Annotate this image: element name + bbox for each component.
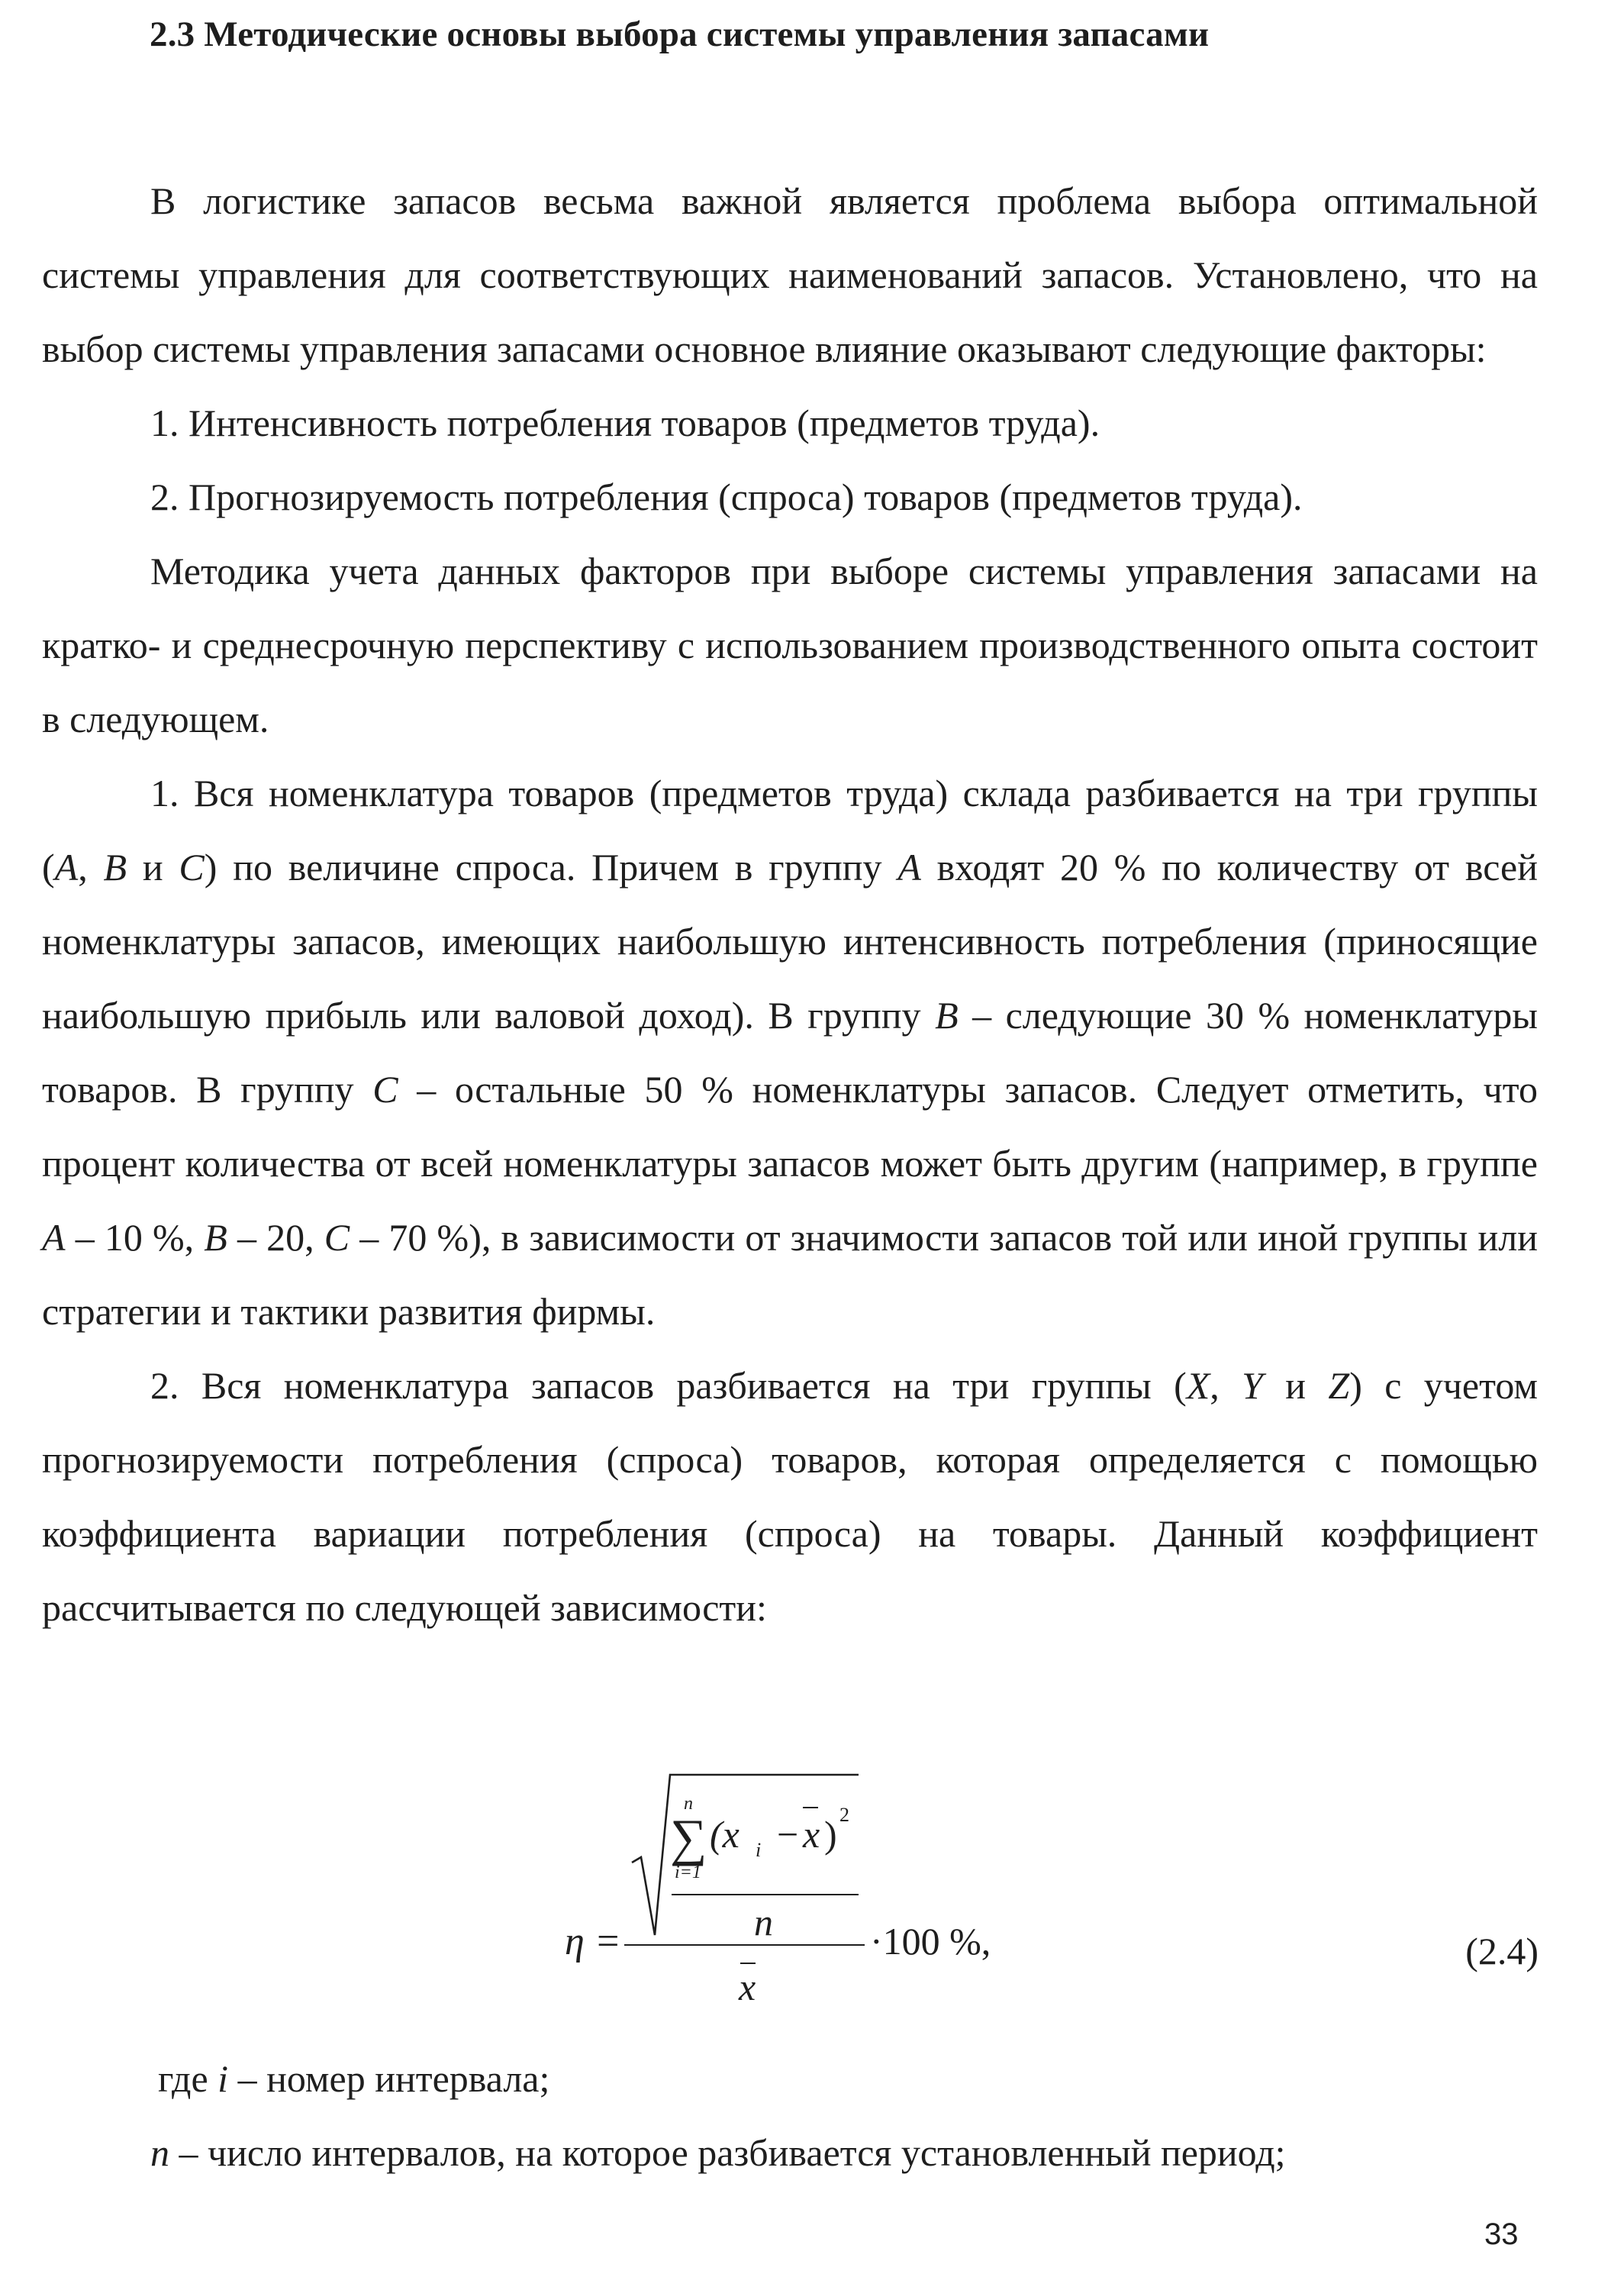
text-run: и bbox=[1262, 1364, 1329, 1407]
exponent-2: 2 bbox=[839, 1804, 849, 1826]
term-x: (x bbox=[710, 1813, 740, 1856]
text-run: – 20, bbox=[227, 1216, 324, 1259]
minus-sign: − bbox=[777, 1813, 799, 1856]
text-run: – следующие 30 % номенклатуры товаров. В группу bbox=[42, 994, 1538, 1111]
text-run: и bbox=[127, 846, 179, 889]
paragraph-abc-groups bbox=[42, 756, 1538, 1349]
var-a: A bbox=[897, 846, 921, 889]
definitions bbox=[42, 2042, 1538, 2190]
paragraph-intro: В логистике запасов весьма важной является проблема выбора оптимальной системы управления для соответствующих наименований запасов. Установлено, что на выбор системы управления запасами основное влияние оказывают следующие факторы: bbox=[42, 179, 1538, 370]
paragraph-xyz-groups bbox=[42, 1349, 1538, 1645]
xbar-symbol: x bbox=[803, 1813, 820, 1856]
var-y: Y bbox=[1242, 1364, 1263, 1407]
sigma-symbol: ∑ bbox=[670, 1808, 707, 1866]
definition-n bbox=[42, 2116, 1538, 2190]
text-run: ) по величине спроса. Причем в группу bbox=[204, 846, 898, 889]
var-a: A bbox=[54, 846, 79, 889]
definition-text: – число интервалов, на которое разбивается установленный период; bbox=[169, 2131, 1286, 2174]
text-run: – 10 %, bbox=[65, 1216, 205, 1259]
text-run: , bbox=[1210, 1364, 1242, 1407]
text-run: ) с учетом прогнозируемости потребления (спроса) товаров, которая определяется с помощью коэффициента вариации потребления (спроса) на товары. Данный коэффициент рассчитывается по следующей зависимости: bbox=[42, 1364, 1539, 1629]
text-run: 1. Вся номенклатура товаров (предметов труда) склада разбивается на три группы ( bbox=[42, 772, 1538, 889]
outer-denominator-xbar: x bbox=[739, 1966, 756, 2008]
text-run: входят 20 % по количеству от всей номенклатуры запасов, имеющих наибольшую интенсивность потребления (приносящие наибольшую прибыль или валовой доход). В группу bbox=[42, 846, 1538, 1037]
var-z: Z bbox=[1328, 1364, 1350, 1407]
equation-number: (2.4) bbox=[1465, 1930, 1539, 1972]
var-i: i bbox=[218, 2057, 229, 2100]
var-n: n bbox=[150, 2131, 169, 2174]
list-item-factor-1: 1. Интенсивность потребления товаров (предметов труда). bbox=[150, 402, 1100, 444]
var-c: C bbox=[324, 1216, 350, 1259]
page-number: 33 bbox=[1484, 2217, 1519, 2251]
var-b: B bbox=[103, 846, 127, 889]
var-b: B bbox=[935, 994, 959, 1037]
text-run: – 70 %), в зависимости от значимости запасов той или иной группы или стратегии и тактики развития фирмы. bbox=[42, 1216, 1538, 1333]
formula-block bbox=[0, 1771, 1624, 2023]
close-paren: ) bbox=[824, 1813, 837, 1856]
inner-denominator-n: n bbox=[754, 1901, 773, 1943]
sum-lower-limit: i=1 bbox=[675, 1863, 701, 1882]
subscript-i: i bbox=[756, 1839, 762, 1861]
list-item-factor-2: 2. Прогнозируемость потребления (спроса) товаров (предметов труда). bbox=[150, 476, 1303, 518]
var-c: C bbox=[179, 846, 205, 889]
eta-lhs: η = bbox=[565, 1920, 621, 1963]
definition-i bbox=[42, 2042, 1538, 2116]
body-text bbox=[42, 164, 1538, 1645]
factor-100-percent: ·100 %, bbox=[870, 1920, 991, 1963]
definitions-prefix: где bbox=[158, 2057, 218, 2100]
sum-upper-limit: n bbox=[684, 1794, 693, 1814]
var-x: X bbox=[1186, 1364, 1210, 1407]
definition-text: – номер интервала; bbox=[228, 2057, 550, 2100]
text-run: 2. Вся номенклатура запасов разбивается на три группы ( bbox=[150, 1364, 1187, 1407]
paragraph-method: Методика учета данных факторов при выборе системы управления запасами на кратко- и среднесрочную перспективу с использованием производственного опыта состоит в следующем. bbox=[42, 550, 1538, 740]
var-c: C bbox=[372, 1068, 398, 1111]
formula-svg bbox=[0, 1771, 1624, 2023]
text-run: , bbox=[78, 846, 104, 889]
var-b: B bbox=[204, 1216, 227, 1259]
var-a: A bbox=[42, 1216, 66, 1259]
text-run: – остальные 50 % номенклатуры запасов. Следует отметить, что процент количества от всей номенклатуры запасов может быть другим (например, в группе bbox=[42, 1068, 1538, 1185]
section-heading: 2.3 Методические основы выбора системы управления запасами bbox=[150, 15, 1210, 54]
